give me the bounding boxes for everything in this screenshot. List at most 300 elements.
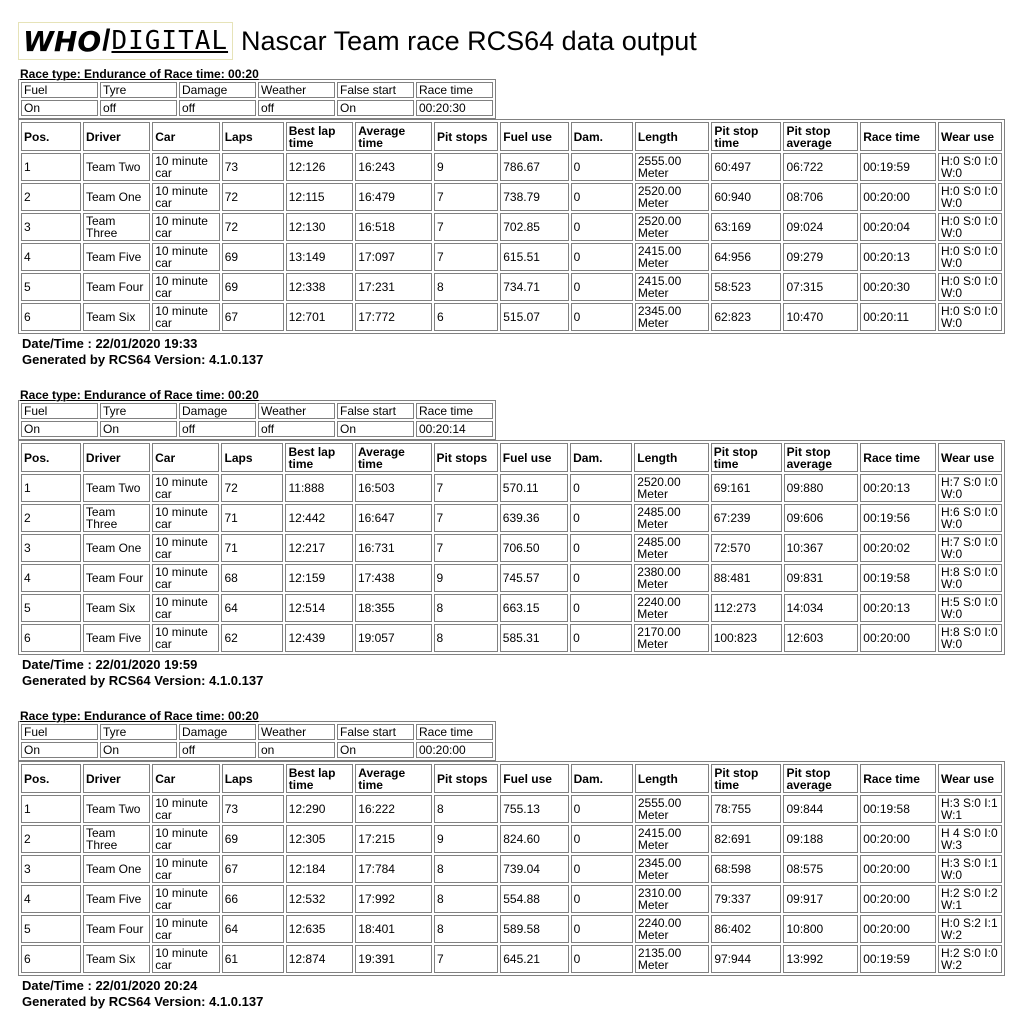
- table-row: [21, 825, 1002, 853]
- table-cell: 67: [222, 855, 284, 883]
- table-cell: 2: [21, 183, 81, 211]
- column-header: Fuel use: [500, 443, 568, 472]
- column-header: Pit stops: [434, 443, 498, 472]
- table-cell: 69:161: [711, 474, 782, 502]
- table-cell: 10:367: [784, 534, 859, 562]
- settings-label: Damage: [179, 724, 256, 740]
- table-cell: 1: [21, 795, 81, 823]
- race-type-heading: Race type: Endurance of Race time: 00:20: [20, 67, 259, 81]
- table-cell: H:0 S:0 I:0 W:0: [938, 183, 1002, 211]
- settings-label: Fuel: [21, 82, 98, 98]
- table-cell: H:0 S:0 I:0 W:0: [938, 273, 1002, 301]
- table-cell: 6: [434, 303, 498, 331]
- table-row: [21, 183, 1002, 211]
- table-cell: 0: [571, 855, 633, 883]
- column-header: Wear use: [938, 443, 1002, 472]
- table-cell: 00:19:58: [860, 564, 936, 592]
- race-type-heading: Race type: Endurance of Race time: 00:20: [20, 388, 259, 402]
- table-cell: 86:402: [711, 915, 781, 943]
- column-header: Race time: [860, 764, 936, 793]
- table-cell: 13:992: [783, 945, 858, 973]
- table-cell: 13:149: [286, 243, 354, 271]
- table-cell: 66: [222, 885, 284, 913]
- table-row: [21, 795, 1002, 823]
- table-cell: 16:479: [355, 183, 432, 211]
- table-cell: 67: [222, 303, 284, 331]
- table-cell: 786.67: [500, 153, 568, 181]
- report-footer: [22, 657, 1005, 689]
- table-cell: 19:391: [355, 945, 432, 973]
- table-cell: 10 minute car: [152, 213, 219, 241]
- table-cell: 0: [570, 504, 632, 532]
- table-cell: H:2 S:0 I:2 W:1: [938, 885, 1002, 913]
- table-cell: H:0 S:2 I:1 W:2: [938, 915, 1002, 943]
- table-cell: 10 minute car: [152, 795, 219, 823]
- table-cell: 08:706: [783, 183, 858, 211]
- table-cell: 09:188: [783, 825, 858, 853]
- table-cell: 7: [434, 183, 498, 211]
- table-cell: Team Six: [83, 594, 150, 622]
- column-header: Car: [152, 443, 219, 472]
- table-cell: H:7 S:0 I:0 W:0: [938, 474, 1002, 502]
- column-header: Pit stop average: [783, 764, 858, 793]
- table-cell: 12:338: [286, 273, 354, 301]
- table-cell: 554.88: [500, 885, 568, 913]
- report-footer: [22, 978, 1005, 1010]
- table-cell: 17:231: [355, 273, 432, 301]
- column-header: Pit stop average: [784, 443, 859, 472]
- table-cell: 7: [434, 534, 498, 562]
- table-cell: 2415.00 Meter: [635, 273, 709, 301]
- table-cell: 738.79: [500, 183, 568, 211]
- table-cell: H:8 S:0 I:0 W:0: [938, 564, 1002, 592]
- table-cell: Team Six: [83, 945, 150, 973]
- table-cell: Team Four: [83, 915, 150, 943]
- table-cell: Team Four: [83, 273, 150, 301]
- table-cell: 64: [221, 594, 283, 622]
- column-header: Pos.: [21, 122, 81, 151]
- table-cell: 00:20:00: [860, 183, 936, 211]
- column-header: Driver: [83, 764, 150, 793]
- table-cell: Team Two: [83, 795, 150, 823]
- table-cell: 2240.00 Meter: [634, 594, 708, 622]
- table-cell: 2520.00 Meter: [634, 474, 708, 502]
- settings-value-row: [21, 421, 493, 437]
- settings-label: Race time: [416, 403, 493, 419]
- column-header: Race time: [860, 122, 936, 151]
- settings-label: Tyre: [100, 724, 177, 740]
- table-cell: 00:20:00: [860, 915, 936, 943]
- table-cell: 12:126: [286, 153, 354, 181]
- table-cell: H:2 S:0 I:0 W:2: [938, 945, 1002, 973]
- table-cell: 00:20:00: [860, 624, 936, 652]
- table-cell: 3: [21, 855, 81, 883]
- table-row: [21, 153, 1002, 181]
- table-cell: 00:19:58: [860, 795, 936, 823]
- table-cell: 6: [21, 624, 81, 652]
- table-cell: 10 minute car: [152, 594, 219, 622]
- table-cell: 12:115: [286, 183, 354, 211]
- table-cell: 08:575: [783, 855, 858, 883]
- column-header: Pit stop time: [711, 122, 781, 151]
- settings-value: 00:20:30: [416, 100, 493, 116]
- table-row: [21, 885, 1002, 913]
- settings-value: off: [179, 100, 256, 116]
- table-cell: 68: [221, 564, 283, 592]
- table-cell: 10 minute car: [152, 825, 219, 853]
- table-cell: 00:20:00: [860, 825, 936, 853]
- table-row: [21, 594, 1002, 622]
- table-cell: 12:635: [286, 915, 354, 943]
- table-cell: 88:481: [711, 564, 782, 592]
- column-header: Race time: [860, 443, 936, 472]
- table-cell: 0: [571, 885, 633, 913]
- settings-label: False start: [337, 724, 414, 740]
- settings-value: On: [337, 421, 414, 437]
- column-header: Driver: [83, 122, 150, 151]
- table-cell: 2345.00 Meter: [635, 855, 709, 883]
- table-cell: 10 minute car: [152, 504, 219, 532]
- table-cell: 706.50: [500, 534, 568, 562]
- column-header: Laps: [222, 764, 284, 793]
- settings-label: False start: [337, 403, 414, 419]
- page-header: [18, 21, 697, 61]
- table-cell: 2240.00 Meter: [635, 915, 709, 943]
- results-header-row: [21, 764, 1002, 793]
- table-cell: 00:19:59: [860, 945, 936, 973]
- table-cell: 09:844: [783, 795, 858, 823]
- table-cell: 00:20:13: [860, 243, 936, 271]
- datetime-text: Date/Time : 22/01/2020 20:24: [22, 978, 198, 993]
- generated-by-text: Generated by RCS64 Version: 4.1.0.137: [22, 994, 264, 1009]
- table-cell: 64: [222, 915, 284, 943]
- table-cell: 8: [434, 795, 498, 823]
- table-cell: 09:606: [784, 504, 859, 532]
- table-cell: 09:880: [784, 474, 859, 502]
- column-header: Best lap time: [286, 764, 354, 793]
- column-header: Dam.: [571, 764, 633, 793]
- table-cell: 9: [434, 564, 498, 592]
- table-cell: 19:057: [355, 624, 432, 652]
- settings-label: False start: [337, 82, 414, 98]
- table-cell: 17:215: [355, 825, 432, 853]
- table-cell: 16:731: [355, 534, 432, 562]
- table-cell: 00:20:13: [860, 474, 936, 502]
- logo-who-text: WHO: [23, 24, 102, 58]
- table-cell: 12:305: [286, 825, 354, 853]
- table-cell: 60:497: [711, 153, 781, 181]
- table-cell: 64:956: [711, 243, 781, 271]
- column-header: Fuel use: [500, 764, 568, 793]
- table-cell: H:5 S:0 I:0 W:0: [938, 594, 1002, 622]
- table-cell: H:3 S:0 I:1 W:1: [938, 795, 1002, 823]
- table-cell: 8: [434, 624, 498, 652]
- table-cell: 72: [221, 474, 283, 502]
- table-cell: H:0 S:0 I:0 W:0: [938, 303, 1002, 331]
- table-cell: 12:874: [286, 945, 354, 973]
- table-row: [21, 273, 1002, 301]
- column-header: Fuel use: [500, 122, 568, 151]
- column-header: Pit stops: [434, 122, 498, 151]
- table-cell: 58:523: [711, 273, 781, 301]
- table-cell: 60:940: [711, 183, 781, 211]
- settings-value: off: [100, 100, 177, 116]
- table-cell: 12:290: [286, 795, 354, 823]
- table-row: [21, 213, 1002, 241]
- table-cell: 16:243: [355, 153, 432, 181]
- table-cell: 12:184: [286, 855, 354, 883]
- table-cell: 79:337: [711, 885, 781, 913]
- table-cell: 17:784: [355, 855, 432, 883]
- settings-value: off: [179, 421, 256, 437]
- table-cell: 62:823: [711, 303, 781, 331]
- settings-label: Tyre: [100, 82, 177, 98]
- table-cell: 0: [571, 243, 633, 271]
- table-row: [21, 945, 1002, 973]
- table-cell: 06:722: [783, 153, 858, 181]
- settings-value-row: [21, 100, 493, 116]
- column-header: Dam.: [570, 443, 632, 472]
- table-cell: 10 minute car: [152, 243, 219, 271]
- column-header: Wear use: [938, 122, 1002, 151]
- settings-value: off: [179, 742, 256, 758]
- column-header: Dam.: [571, 122, 633, 151]
- column-header: Car: [152, 764, 219, 793]
- table-cell: H:0 S:0 I:0 W:0: [938, 213, 1002, 241]
- table-cell: 16:647: [355, 504, 432, 532]
- table-cell: 3: [21, 213, 81, 241]
- table-cell: 585.31: [500, 624, 568, 652]
- results-table: [18, 761, 1005, 976]
- settings-label: Weather: [258, 724, 335, 740]
- table-cell: 12:701: [286, 303, 354, 331]
- table-cell: 00:20:00: [860, 885, 936, 913]
- table-cell: Team Three: [83, 213, 150, 241]
- settings-value: On: [21, 421, 98, 437]
- table-cell: 2415.00 Meter: [635, 825, 709, 853]
- table-cell: 515.07: [500, 303, 568, 331]
- table-cell: 0: [570, 474, 632, 502]
- table-cell: 10 minute car: [152, 855, 219, 883]
- column-header: Best lap time: [286, 122, 354, 151]
- table-cell: 824.60: [500, 825, 568, 853]
- column-header: Average time: [355, 122, 432, 151]
- table-cell: 00:20:13: [860, 594, 936, 622]
- column-header: Laps: [222, 122, 284, 151]
- table-cell: 10 minute car: [152, 273, 219, 301]
- table-cell: 6: [21, 303, 81, 331]
- table-cell: 2310.00 Meter: [635, 885, 709, 913]
- race-settings-table: [18, 400, 496, 440]
- table-cell: 18:401: [355, 915, 432, 943]
- table-cell: H:7 S:0 I:0 W:0: [938, 534, 1002, 562]
- table-cell: 09:831: [784, 564, 859, 592]
- table-cell: 72: [222, 213, 284, 241]
- table-cell: 69: [222, 273, 284, 301]
- table-cell: 9: [434, 825, 498, 853]
- table-cell: 16:518: [355, 213, 432, 241]
- column-header: Pit stops: [434, 764, 498, 793]
- table-cell: 5: [21, 273, 81, 301]
- table-cell: 8: [434, 594, 498, 622]
- table-row: [21, 243, 1002, 271]
- table-cell: 10:470: [783, 303, 858, 331]
- table-cell: 10 minute car: [152, 945, 219, 973]
- table-cell: 10 minute car: [152, 624, 219, 652]
- table-cell: 17:438: [355, 564, 432, 592]
- table-cell: 17:992: [355, 885, 432, 913]
- table-cell: 0: [570, 564, 632, 592]
- table-cell: Team One: [83, 534, 150, 562]
- table-cell: 10 minute car: [152, 153, 219, 181]
- race-block: [20, 68, 1005, 368]
- table-cell: 0: [570, 594, 632, 622]
- settings-value: 00:20:14: [416, 421, 493, 437]
- settings-label: Race time: [416, 724, 493, 740]
- table-cell: 97:944: [711, 945, 781, 973]
- results-table: [18, 440, 1005, 655]
- table-cell: 8: [434, 273, 498, 301]
- table-cell: 2170.00 Meter: [634, 624, 708, 652]
- table-cell: 2415.00 Meter: [635, 243, 709, 271]
- race-type-heading: Race type: Endurance of Race time: 00:20: [20, 709, 259, 723]
- settings-label-row: [21, 403, 493, 419]
- table-cell: 00:19:59: [860, 153, 936, 181]
- table-row: [21, 504, 1002, 532]
- table-cell: 10 minute car: [152, 885, 219, 913]
- race-settings-table: [18, 721, 496, 761]
- table-row: [21, 855, 1002, 883]
- table-cell: 10 minute car: [152, 564, 219, 592]
- table-cell: 10 minute car: [152, 303, 219, 331]
- page-title: Nascar Team race RCS64 data output: [241, 25, 697, 56]
- table-cell: Team Five: [83, 243, 150, 271]
- table-cell: 10:800: [783, 915, 858, 943]
- table-cell: 112:273: [711, 594, 782, 622]
- table-cell: 7: [434, 474, 498, 502]
- table-cell: 10 minute car: [152, 183, 219, 211]
- table-cell: 3: [21, 534, 81, 562]
- settings-value: on: [258, 742, 335, 758]
- race-block: [20, 710, 1005, 1010]
- table-cell: 570.11: [500, 474, 568, 502]
- table-cell: 14:034: [784, 594, 859, 622]
- table-cell: 645.21: [500, 945, 568, 973]
- table-cell: 10 minute car: [152, 534, 219, 562]
- column-header: Length: [635, 764, 709, 793]
- settings-value: On: [100, 421, 177, 437]
- table-cell: 63:169: [711, 213, 781, 241]
- table-cell: 9: [434, 153, 498, 181]
- table-cell: 4: [21, 564, 81, 592]
- table-cell: 2520.00 Meter: [635, 213, 709, 241]
- table-cell: 8: [434, 915, 498, 943]
- table-cell: 2555.00 Meter: [635, 153, 709, 181]
- table-cell: H:6 S:0 I:0 W:0: [938, 504, 1002, 532]
- table-cell: 2485.00 Meter: [634, 534, 708, 562]
- logo-slash: /: [102, 24, 111, 57]
- table-cell: 7: [434, 945, 498, 973]
- table-cell: Team Three: [83, 825, 150, 853]
- datetime-text: Date/Time : 22/01/2020 19:33: [22, 336, 198, 351]
- table-cell: 12:532: [286, 885, 354, 913]
- settings-label: Weather: [258, 82, 335, 98]
- table-cell: 702.85: [500, 213, 568, 241]
- column-header: Best lap time: [285, 443, 352, 472]
- table-cell: 09:279: [783, 243, 858, 271]
- race-block: [20, 389, 1005, 689]
- column-header: Length: [635, 122, 709, 151]
- settings-value: off: [258, 100, 335, 116]
- table-cell: 2555.00 Meter: [635, 795, 709, 823]
- table-cell: 11:888: [285, 474, 352, 502]
- column-header: Wear use: [938, 764, 1002, 793]
- table-cell: 1: [21, 474, 81, 502]
- table-cell: 62: [221, 624, 283, 652]
- generated-by-text: Generated by RCS64 Version: 4.1.0.137: [22, 352, 264, 367]
- table-cell: 12:130: [286, 213, 354, 241]
- table-cell: 72: [222, 183, 284, 211]
- results-header-row: [21, 122, 1002, 151]
- column-header: Pos.: [21, 443, 81, 472]
- table-cell: Team One: [83, 855, 150, 883]
- table-cell: 17:772: [355, 303, 432, 331]
- table-cell: 2380.00 Meter: [634, 564, 708, 592]
- table-cell: 73: [222, 153, 284, 181]
- table-cell: 00:20:11: [860, 303, 936, 331]
- table-cell: 589.58: [500, 915, 568, 943]
- table-cell: 7: [434, 504, 498, 532]
- table-cell: 639.36: [500, 504, 568, 532]
- table-cell: H:0 S:0 I:0 W:0: [938, 243, 1002, 271]
- table-cell: 615.51: [500, 243, 568, 271]
- table-cell: 8: [434, 855, 498, 883]
- table-cell: 67:239: [711, 504, 782, 532]
- table-cell: Team Three: [83, 504, 150, 532]
- table-cell: 12:514: [285, 594, 352, 622]
- table-cell: 5: [21, 915, 81, 943]
- table-cell: 734.71: [500, 273, 568, 301]
- table-cell: 00:20:02: [860, 534, 936, 562]
- column-header: Laps: [221, 443, 283, 472]
- table-cell: 00:20:30: [860, 273, 936, 301]
- table-cell: 00:20:04: [860, 213, 936, 241]
- settings-label: Damage: [179, 403, 256, 419]
- table-cell: 2: [21, 825, 81, 853]
- settings-value-row: [21, 742, 493, 758]
- table-cell: 0: [570, 534, 632, 562]
- table-cell: 755.13: [500, 795, 568, 823]
- table-row: [21, 534, 1002, 562]
- race-settings-table: [18, 79, 496, 119]
- table-cell: 71: [221, 504, 283, 532]
- table-cell: 2485.00 Meter: [634, 504, 708, 532]
- table-cell: Team One: [83, 183, 150, 211]
- table-cell: 739.04: [500, 855, 568, 883]
- table-cell: 78:755: [711, 795, 781, 823]
- column-header: Length: [634, 443, 708, 472]
- table-row: [21, 564, 1002, 592]
- table-cell: 8: [434, 885, 498, 913]
- table-cell: 00:20:00: [860, 855, 936, 883]
- table-cell: 71: [221, 534, 283, 562]
- settings-value: On: [337, 100, 414, 116]
- table-cell: H:3 S:0 I:1 W:0: [938, 855, 1002, 883]
- table-cell: 12:439: [285, 624, 352, 652]
- table-cell: 18:355: [355, 594, 432, 622]
- table-cell: 69: [222, 825, 284, 853]
- table-cell: 4: [21, 885, 81, 913]
